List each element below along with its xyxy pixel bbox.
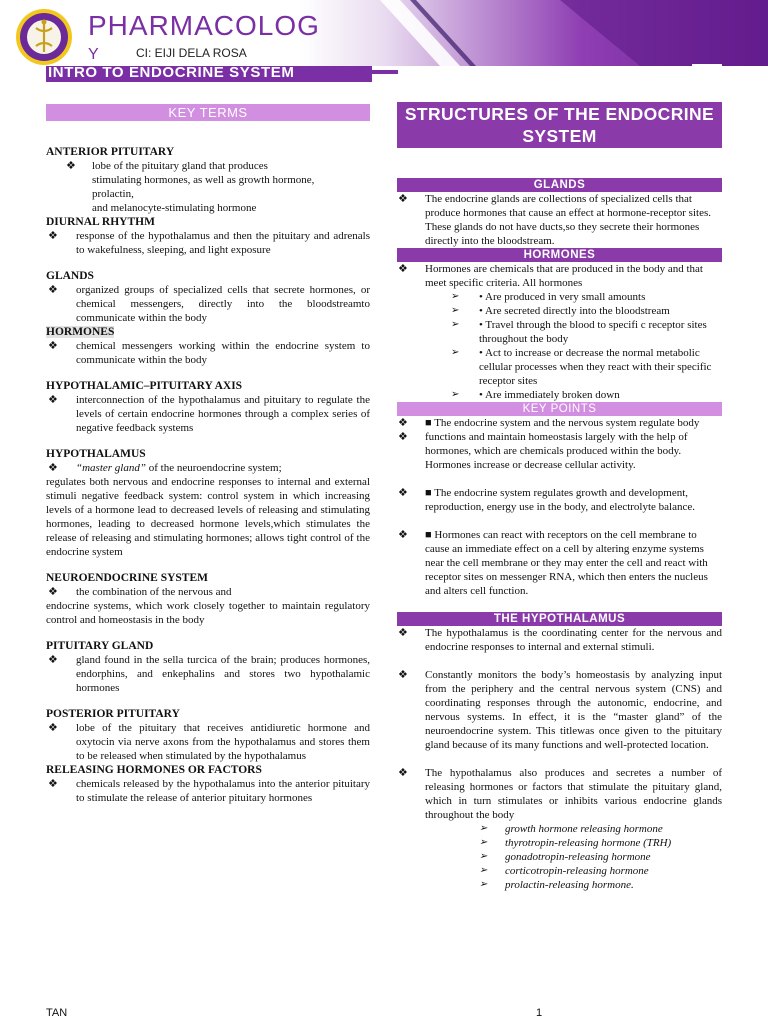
term-diurnal-rhythm: DIURNAL RHYTHM: [46, 216, 155, 228]
arrow-bullet-icon: ➢: [451, 347, 460, 358]
glands-heading: GLANDS: [397, 178, 722, 192]
term-neuroendocrine-system: NEUROENDOCRINE SYSTEM: [46, 572, 208, 584]
term-posterior-pituitary: POSTERIOR PITUITARY: [46, 708, 180, 720]
sub-list-item: ➢ • Act to increase or decrease the normal metabolic cellular processes when they react with their specific receptor sites: [451, 347, 712, 387]
header-notch: [692, 64, 722, 78]
diamond-bullet-icon: ❖ ❖: [398, 417, 408, 443]
list-item: ❖ Hormones are chemicals that are produced in the body and that meet specific criteria. All hormones: [398, 263, 703, 289]
definition-body: regulates both nervous and endocrine responses to internal and external stimuli negative feedback system: control system in which increasing levels of a hormone lead to decreased levels of releasing and stimulating hormones, leading to decreased hormone levels,which stimulates the release of releasing and stimulating hormones; allows tight control of the endocrine system: [46, 476, 370, 558]
diamond-bullet-icon: ❖: [66, 160, 76, 172]
sub-list-item: ➢ thyrotropin-releasing hormone (TRH): [479, 837, 672, 849]
diamond-bullet-icon: ❖: [398, 487, 408, 499]
diamond-bullet-icon: ❖: [48, 394, 58, 406]
definition-body: endocrine systems, which work closely together to maintain regulatory control and homeostasis in the body: [46, 600, 370, 626]
arrow-bullet-icon: ➢: [451, 319, 460, 330]
list-item: ❖ chemicals released by the hypothalamus into the anterior pituitary to stimulate the release of anterior pituitary hormones: [48, 778, 370, 804]
course-brand-tail: Y: [88, 46, 99, 63]
list-item: ❖ ■ Hormones can react with receptors on the cell membrane to cause an immediate effect on a cell by altering enzyme systems near the cell membrane or they may enter the cell and react with receptor sites on messenger RNA, which then enters the nucleus and alters cell function.: [398, 529, 708, 597]
arrow-bullet-icon: ➢: [451, 305, 460, 316]
diamond-bullet-icon: ❖: [398, 627, 408, 639]
list-item: ❖ Constantly monitors the body’s homeostasis by analyzing input from the periphery and the central nervous system (CNS) and coordinating responses through the autonomic, endocrine, and nervous systems. In effect, it is the “master gland” of the neuroendocrine system. This titlewas once given to the pituitary gland because of its many functions and well-protected location.: [398, 669, 722, 751]
diamond-bullet-icon: ❖: [398, 263, 408, 275]
arrow-bullet-icon: ➢: [479, 865, 488, 876]
footer-author: TAN: [46, 1007, 68, 1019]
term-hypothalamic-pituitary-axis: HYPOTHALAMIC–PITUITARY AXIS: [46, 380, 243, 392]
term-anterior-pituitary: ANTERIOR PITUITARY: [46, 146, 175, 158]
term-hormones: HORMONES: [46, 326, 115, 338]
list-item: ❖ the combination of the nervous and: [48, 586, 232, 598]
list-item: ❖ “master gland” of the neuroendocrine system;: [48, 462, 282, 474]
page-number: 1: [536, 1007, 543, 1019]
list-item: ❖ ■ The endocrine system regulates growth and development, reproduction, energy use in the body, and electrolyte balance.: [398, 487, 696, 513]
term-pituitary-gland: PITUITARY GLAND: [46, 640, 154, 652]
diamond-bullet-icon: ❖: [398, 767, 408, 779]
title-band-extension: [372, 70, 398, 74]
hormones-heading: HORMONES: [397, 248, 722, 262]
list-item: ❖ gland found in the sella turcica of the brain; produces hormones, endorphins, and enkephalins and stores two hypothalamic hormones: [48, 654, 370, 694]
list-item: ❖ ❖ ■ The endocrine system and the nervous system regulate body functions and maintain homeostasis largely with the help of hormones, which are chemicals produced within the body. Hormones increase or decrease cellular activity.: [398, 417, 700, 471]
definition-line: prolactin,: [92, 188, 134, 200]
term-glands: GLANDS: [46, 270, 94, 282]
diamond-bullet-icon: ❖: [48, 586, 58, 598]
diamond-bullet-icon: ❖: [398, 669, 408, 681]
course-brand: PHARMACOLOG: [88, 10, 320, 41]
sub-list-item: ➢ prolactin-releasing hormone.: [479, 879, 634, 891]
sub-list-item: ➢ gonadotropin-releasing hormone: [479, 851, 651, 863]
sub-list-item: ➢ • Travel through the blood to specifi c receptor sites throughout the body: [451, 319, 707, 345]
page-title: INTRO TO ENDOCRINE SYSTEM: [48, 64, 295, 81]
diamond-bullet-icon: ❖: [48, 722, 58, 734]
diamond-bullet-icon: ❖: [48, 284, 58, 296]
list-item: ❖ The hypothalamus is the coordinating center for the nervous and endocrine responses to internal and external stimuli.: [398, 627, 722, 653]
list-item: ❖ The hypothalamus also produces and secretes a number of releasing hormones or factors that stimulate the pituitary gland, which in turn stimulates or inhibits various endocrine glands throughout the body: [398, 767, 722, 821]
key-terms-column: [46, 104, 370, 805]
sub-list-item: ➢ • Are immediately broken down: [451, 389, 620, 401]
list-item: ❖ The endocrine glands are collections of specialized cells that produce hormones that cause an effect at hormone-receptor sites. These glands do not have ducts,so they secrete their hormones directly into the bloodstream.: [398, 193, 711, 247]
diamond-bullet-icon: ❖: [48, 340, 58, 352]
university-seal-logo: [14, 8, 74, 66]
list-item: ❖ response of the hypothalamus and then the pituitary and adrenals to wakefulness, sleeping, and light exposure: [48, 230, 370, 256]
hypothalamus-heading: THE HYPOTHALAMUS: [397, 612, 722, 626]
arrow-bullet-icon: ➢: [479, 837, 488, 848]
key-terms-heading: KEY TERMS: [46, 104, 370, 121]
diamond-bullet-icon: ❖: [398, 193, 408, 205]
diamond-bullet-icon: ❖: [48, 230, 58, 242]
structures-column: [397, 102, 722, 892]
header-gradient-bar: [300, 0, 768, 66]
arrow-bullet-icon: ➢: [479, 879, 488, 890]
list-item: ❖ organized groups of specialized cells that secrete hormones, or chemical messengers, directly into the bloodstreamto communicate within the body: [48, 284, 370, 324]
key-points-heading: KEY POINTS: [397, 402, 722, 416]
sub-list-item: ➢ growth hormone releasing hormone: [479, 823, 663, 835]
list-item: ❖ chemical messengers working within the endocrine system to communicate within the body: [48, 340, 370, 366]
term-releasing-hormones: RELEASING HORMONES OR FACTORS: [46, 764, 262, 776]
section-title: STRUCTURES OF THE ENDOCRINE SYSTEM: [397, 102, 722, 148]
arrow-bullet-icon: ➢: [451, 389, 460, 400]
definition-line: stimulating hormones, as well as growth hormone,: [92, 174, 315, 186]
list-item: ❖ lobe of the pituitary that receives antidiuretic hormone and oxytocin via nerve axons from the hypothalamus and stores them to be released when stimulated by the hypothalamus: [48, 722, 370, 762]
term-hypothalamus: HYPOTHALAMUS: [46, 448, 146, 460]
sub-list-item: ➢ corticotropin-releasing hormone: [479, 865, 649, 877]
definition-line: and melanocyte-stimulating hormone: [92, 202, 257, 214]
diamond-bullet-icon: ❖: [48, 462, 58, 474]
sub-list-item: ➢ • Are secreted directly into the bloodstream: [451, 305, 670, 317]
arrow-bullet-icon: ➢: [479, 823, 488, 834]
arrow-bullet-icon: ➢: [479, 851, 488, 862]
arrow-bullet-icon: ➢: [451, 291, 460, 302]
diamond-bullet-icon: ❖: [48, 778, 58, 790]
diamond-bullet-icon: ❖: [398, 529, 408, 541]
list-item: ❖ lobe of the pituitary gland that produces: [66, 160, 268, 172]
sub-list-item: ➢ • Are produced in very small amounts: [451, 291, 646, 303]
diamond-bullet-icon: ❖: [48, 654, 58, 666]
instructor-name: CI: EIJI DELA ROSA: [136, 46, 247, 60]
list-item: ❖ interconnection of the hypothalamus and pituitary to regulate the levels of certain endocrine hormones through a complex series of negative feedback systems: [48, 394, 370, 434]
